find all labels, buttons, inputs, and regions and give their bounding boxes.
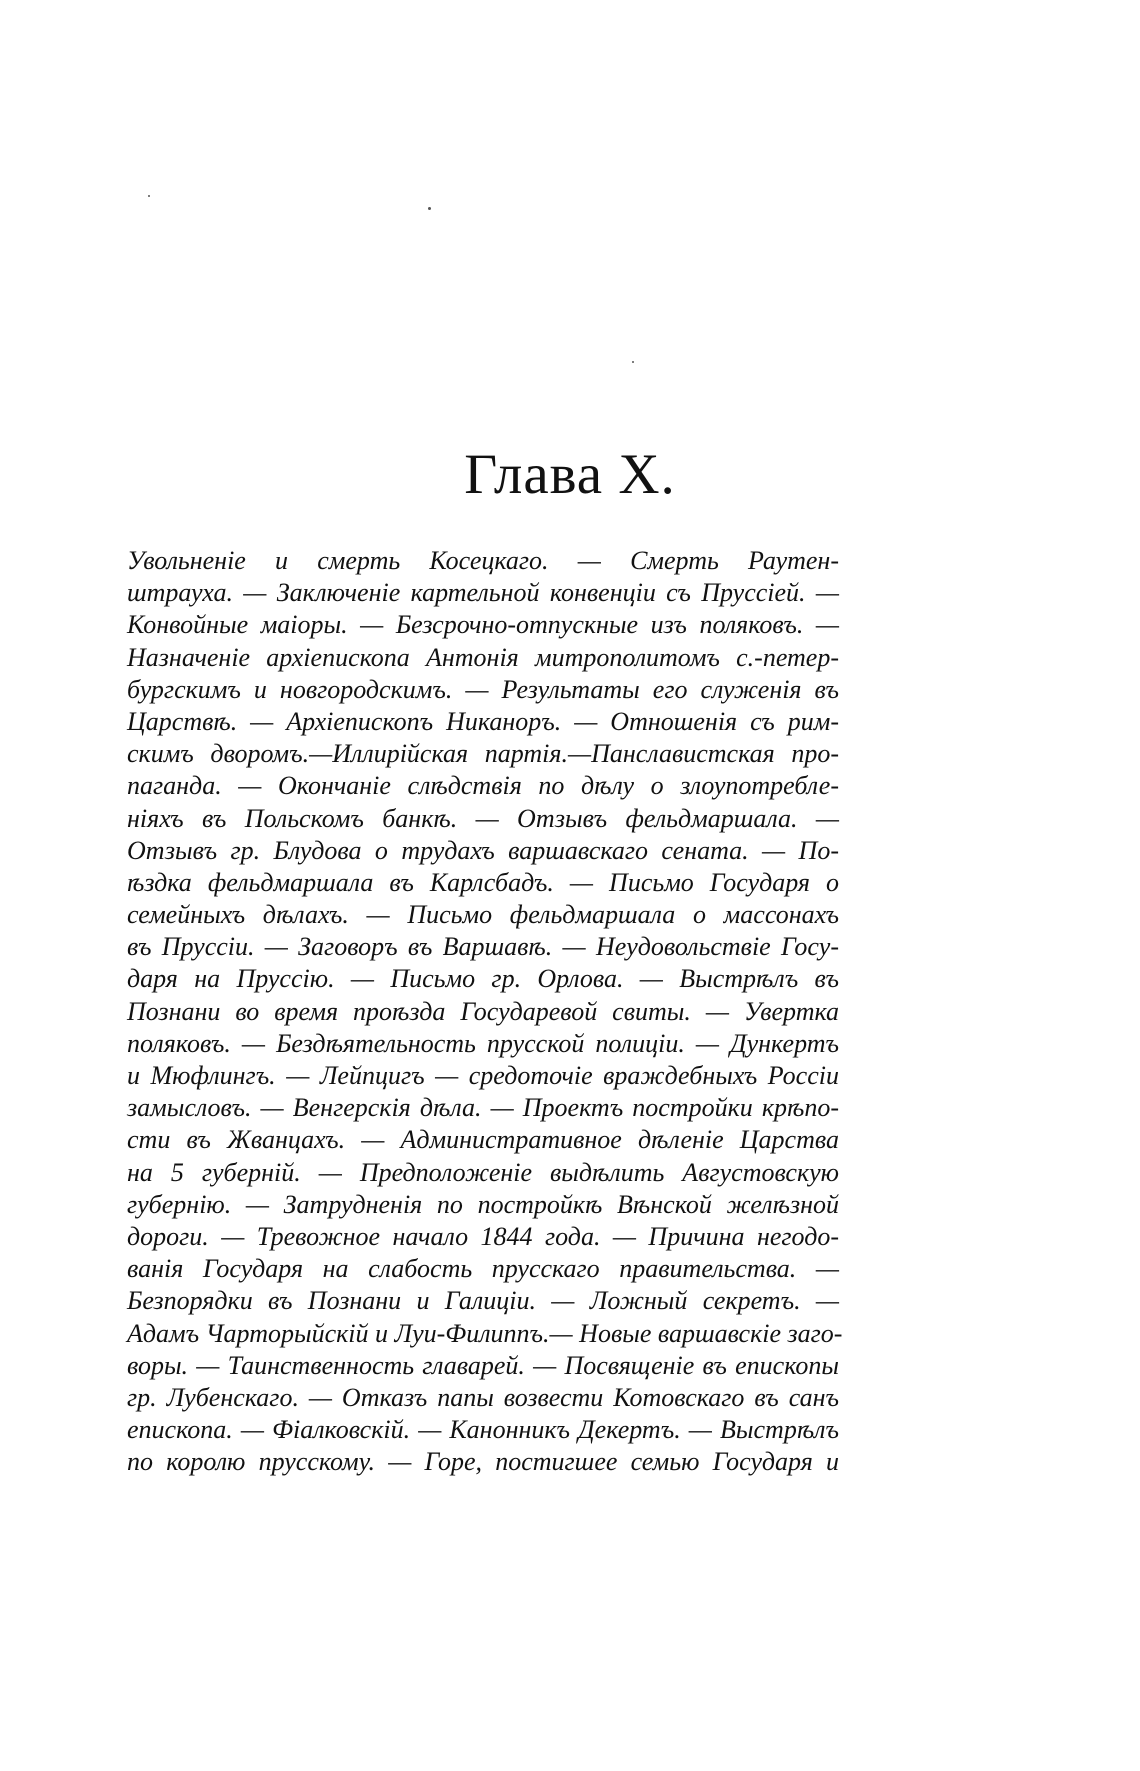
summary-line: Познани во время проѣзда Государевой свиты. — Увертка bbox=[127, 996, 839, 1026]
summary-line: даря на Пруссію. — Письмо гр. Орлова. — Выстрѣлъ въ bbox=[127, 964, 839, 994]
summary-line: Увольненіе и смерть Косецкаго. — Смерть Раутен- bbox=[127, 546, 839, 575]
summary-line: сти въ Жванцахъ. — Административное дѣленіе Царства bbox=[127, 1125, 839, 1155]
summary-line: на 5 губерній. — Предположеніе выдѣлить Августовскую bbox=[127, 1157, 839, 1187]
summary-line: воры. — Таинственность главарей. — Посвященіе въ епископы bbox=[127, 1350, 839, 1380]
summary-line: семейныхъ дѣлахъ. — Письмо фельдмаршала о массонахъ bbox=[127, 900, 839, 930]
summary-line: дороги. — Тревожное начало 1844 года. — Причина негодо- bbox=[127, 1221, 839, 1251]
print-speck bbox=[632, 361, 634, 363]
summary-line: паганда. — Окончаніе слѣдствія по дѣлу о злоупотребле- bbox=[127, 771, 839, 801]
summary-line: замысловъ. — Венгерскія дѣла. — Проектъ постройки крѣпо- bbox=[127, 1093, 839, 1123]
chapter-summary bbox=[127, 545, 843, 1478]
summary-line: Назначеніе архіепископа Антонія митрополитомъ с.-петер- bbox=[127, 642, 839, 672]
summary-line: Царствѣ. — Архіепископъ Никаноръ. — Отношенія съ рим- bbox=[127, 706, 839, 736]
summary-line: поляковъ. — Бездѣятельность прусской полиціи. — Дункертъ bbox=[127, 1028, 839, 1058]
summary-line: епископа. — Фіалковскій. — Канонникъ Декертъ. — Выстрѣлъ bbox=[127, 1415, 839, 1445]
chapter-title: Глава X. bbox=[464, 443, 676, 506]
summary-line: Безпорядки въ Познани и Галиціи. — Ложный секретъ. — bbox=[127, 1286, 839, 1316]
summary-line: скимъ дворомъ.—Иллирійская партія.—Панславистская про- bbox=[127, 739, 839, 769]
summary-line: бургскимъ и новгородскимъ. — Результаты его служенія въ bbox=[127, 674, 839, 704]
summary-line: Адамъ Чарторыйскій и Луи-Филиппъ.— Новые варшавскіе заго- bbox=[127, 1318, 843, 1348]
summary-line: ніяхъ въ Польскомъ банкѣ. — Отзывъ фельдмаршала. — bbox=[127, 803, 839, 833]
summary-line: штрауха. — Заключеніе картельной конвенціи съ Пруссіей. — bbox=[127, 578, 839, 608]
summary-line: въ Пруссіи. — Заговоръ въ Варшавѣ. — Неудовольствіе Госу- bbox=[127, 932, 839, 962]
print-speck bbox=[148, 195, 150, 197]
summary-line: Отзывъ гр. Блудова о трудахъ варшавскаго сената. — По- bbox=[127, 835, 839, 865]
summary-line: губернію. — Затрудненія по постройкѣ Вѣнской желѣзной bbox=[127, 1189, 839, 1219]
summary-line: и Мюфлингъ. — Лейпцигъ — средоточіе враждебныхъ Россіи bbox=[127, 1061, 839, 1090]
summary-line: по королю прусскому. — Горе, постигшее семью Государя и bbox=[127, 1447, 839, 1477]
summary-line: гр. Лубенскаго. — Отказъ папы возвести Котовскаго въ санъ bbox=[127, 1382, 839, 1412]
summary-line: ѣздка фельдмаршала въ Карлсбадъ. — Письмо Государя о bbox=[127, 867, 839, 897]
print-speck bbox=[428, 207, 431, 210]
summary-line: ванія Государя на слабость прусскаго правительства. — bbox=[127, 1254, 839, 1284]
summary-line: Конвойные маіоры. — Безсрочно-отпускные изъ поляковъ. — bbox=[127, 610, 839, 640]
